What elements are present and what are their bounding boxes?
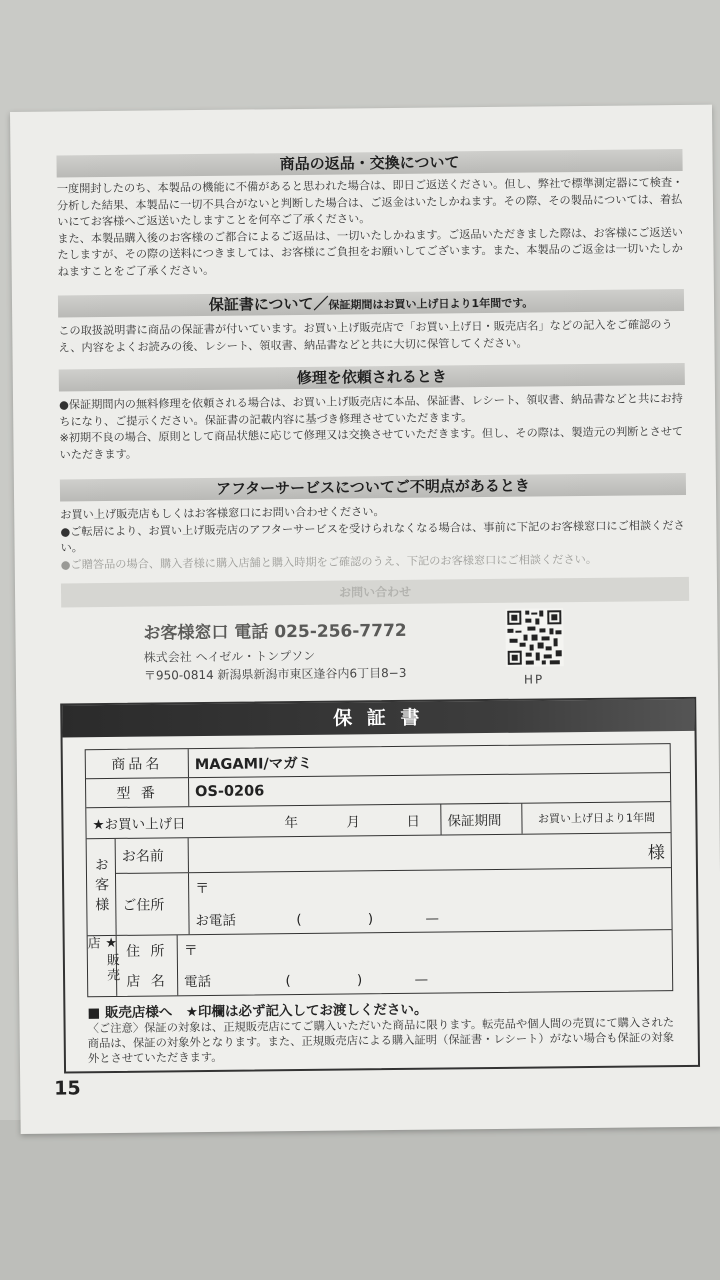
period-value: お買い上げ日より1年間	[537, 811, 655, 826]
purchase-date-field[interactable]	[86, 805, 441, 839]
warranty-info-heading: 保証書について／保証期間はお買い上げ日より1年間です。	[58, 289, 684, 318]
shop-block	[84, 930, 673, 996]
name-suffix: 様	[647, 842, 665, 863]
customer-address-field[interactable]	[189, 868, 672, 934]
shop-tel-dash: —	[414, 971, 429, 988]
after-service-text	[60, 501, 691, 574]
warranty-form	[85, 743, 674, 997]
period-label: 保証期間	[441, 804, 522, 835]
repair-paragraph-2: ※初期不良の場合、原則として商品状態に応じて修理又は交換させていただきます。但し、その際は、製造元の判断とさせていただきます。	[59, 424, 684, 461]
shop-tel-label: 電話	[184, 973, 212, 991]
shop-name-label: 店 名	[126, 973, 168, 990]
contact-heading: お問い合わせ	[61, 577, 689, 608]
customer-address-row	[116, 868, 672, 935]
customer-tel-line	[195, 906, 439, 929]
after-service-paragraph-2: ●ご転居により、お買い上げ販売店のアフターサービスを受けられなくなる場合は、事前に下記のお客様窓口にご相談ください。	[60, 518, 685, 555]
warranty-card-title: 保 証 書	[62, 699, 694, 738]
company-name: 株式会社 ヘイゼル・トンプソン	[143, 648, 316, 665]
after-service-heading: アフターサービスについてご不明点があるとき	[60, 473, 686, 502]
customer-name-row	[116, 833, 671, 874]
model-label: 型 番	[86, 778, 189, 807]
customer-tel-label: お電話	[195, 912, 237, 929]
shop-side-label: ★販売店	[88, 936, 118, 996]
product-value: MAGAMI/マガミ	[194, 755, 313, 773]
repair-paragraph-1: ●保証期間内の無料修理を依頼される場合は、お買い上げ販売店に本品、保証書、レシート、領収書、納品書などと共にお持ちになり、ご提示ください。保証書の記載内容に基づき修理させていただきます。	[59, 391, 683, 429]
shop-tel-line	[184, 968, 428, 991]
year-label: 年	[284, 815, 299, 832]
customer-block	[87, 833, 672, 936]
repair-heading: 修理を依頼されるとき	[59, 363, 685, 392]
returns-text	[57, 175, 688, 281]
warranty-card	[60, 697, 700, 1074]
customer-tel-dash: —	[425, 910, 440, 927]
customer-paren-close: )	[367, 910, 374, 928]
warranty-info-title: 保証書について	[208, 294, 314, 314]
customer-paren-open: (	[296, 911, 302, 928]
returns-heading: 商品の返品・交換について	[56, 149, 682, 178]
returns-paragraph-2: また、本製品購入後のお客様のご都合によるご返品は、一切いたしかねます。ご返品いただきました際は、お客様にご返送いたしますが、その際の送料につきましては、お客様にご負担をお願いしてございます。また、本製品のご返金は一切いたしかねますことをご了承ください。	[57, 225, 683, 279]
qr-label: HP	[523, 672, 545, 687]
warranty-caution: 〈ご注意〉保証の対象は、正規販売店にてご購入いただいた商品に限ります。転売品や個人間の売買にて購入された商品は、保証の対象外となります。また、正規販売店による購入証明（保証書・レシート）がない場合も保証の対象外とさせていただきます。	[87, 1016, 675, 1066]
qr-code-icon[interactable]	[505, 608, 564, 667]
customer-name-field[interactable]	[189, 833, 671, 872]
month-label: 月	[346, 814, 361, 831]
manual-page	[10, 105, 720, 1134]
warranty-info-subtitle: 保証期間はお買い上げ日より1年間です。	[328, 296, 534, 312]
after-service-paragraph-1: お買い上げ販売店もしくはお客様窓口にお問い合わせください。	[60, 505, 385, 522]
contact-phone: お客様窓口 電話 025-256-7772	[143, 620, 407, 644]
repair-text	[59, 391, 690, 464]
day-label: 日	[406, 813, 421, 830]
purchase-date-label: ★お買い上げ日	[92, 816, 186, 834]
shop-labels	[117, 935, 179, 996]
customer-side-label: お客様	[87, 839, 117, 935]
shop-paren-close: )	[356, 972, 363, 989]
customer-name-label: お名前	[116, 838, 189, 873]
shop-paren-open: (	[285, 973, 291, 990]
page-number: 15	[54, 1077, 81, 1100]
returns-paragraph-1: 一度開封したのち、本製品の機能に不備があると思われた場合は、即日ご返送ください。但し、弊社で標準測定器にて検査・分析した結果、本製品に一切不具合がないと判断した場合は、ご返金はいたしかねます。その際、その製品については、着払いにてお客様へご返送いたしますことを何卒ご了承ください。	[56, 175, 684, 229]
customer-postal-mark: 〒	[195, 881, 210, 898]
customer-address-label: ご住所	[116, 873, 190, 935]
warranty-info-text: この取扱説明書に商品の保証書が付いています。お買い上げ販売店で「お買い上げ日・販売店名」などの記入をご確認のうえ、内容をよくお読みの後、レシート、領収書、納品書などと共に大切に保管してください。	[58, 318, 673, 355]
shop-postal-mark: 〒	[183, 943, 198, 960]
after-service-paragraph-3: ●ご贈答品の場合、購入者様に購入店舗と購入時期をご確認のうえ、下記のお客様窓口にご相談ください。	[60, 552, 598, 571]
product-label: 商品名	[86, 749, 189, 778]
dealer-note: ■ 販売店様へ ★印欄は必ず記入してお渡しください。	[87, 1001, 428, 1022]
shop-field[interactable]	[178, 930, 673, 995]
desk-surface	[0, 1120, 720, 1280]
shop-address-label: 住 所	[125, 943, 168, 960]
model-value: OS-0206	[195, 783, 265, 801]
company-address: 〒950-0814 新潟県新潟市東区逢谷内6丁目8−3	[143, 665, 407, 683]
